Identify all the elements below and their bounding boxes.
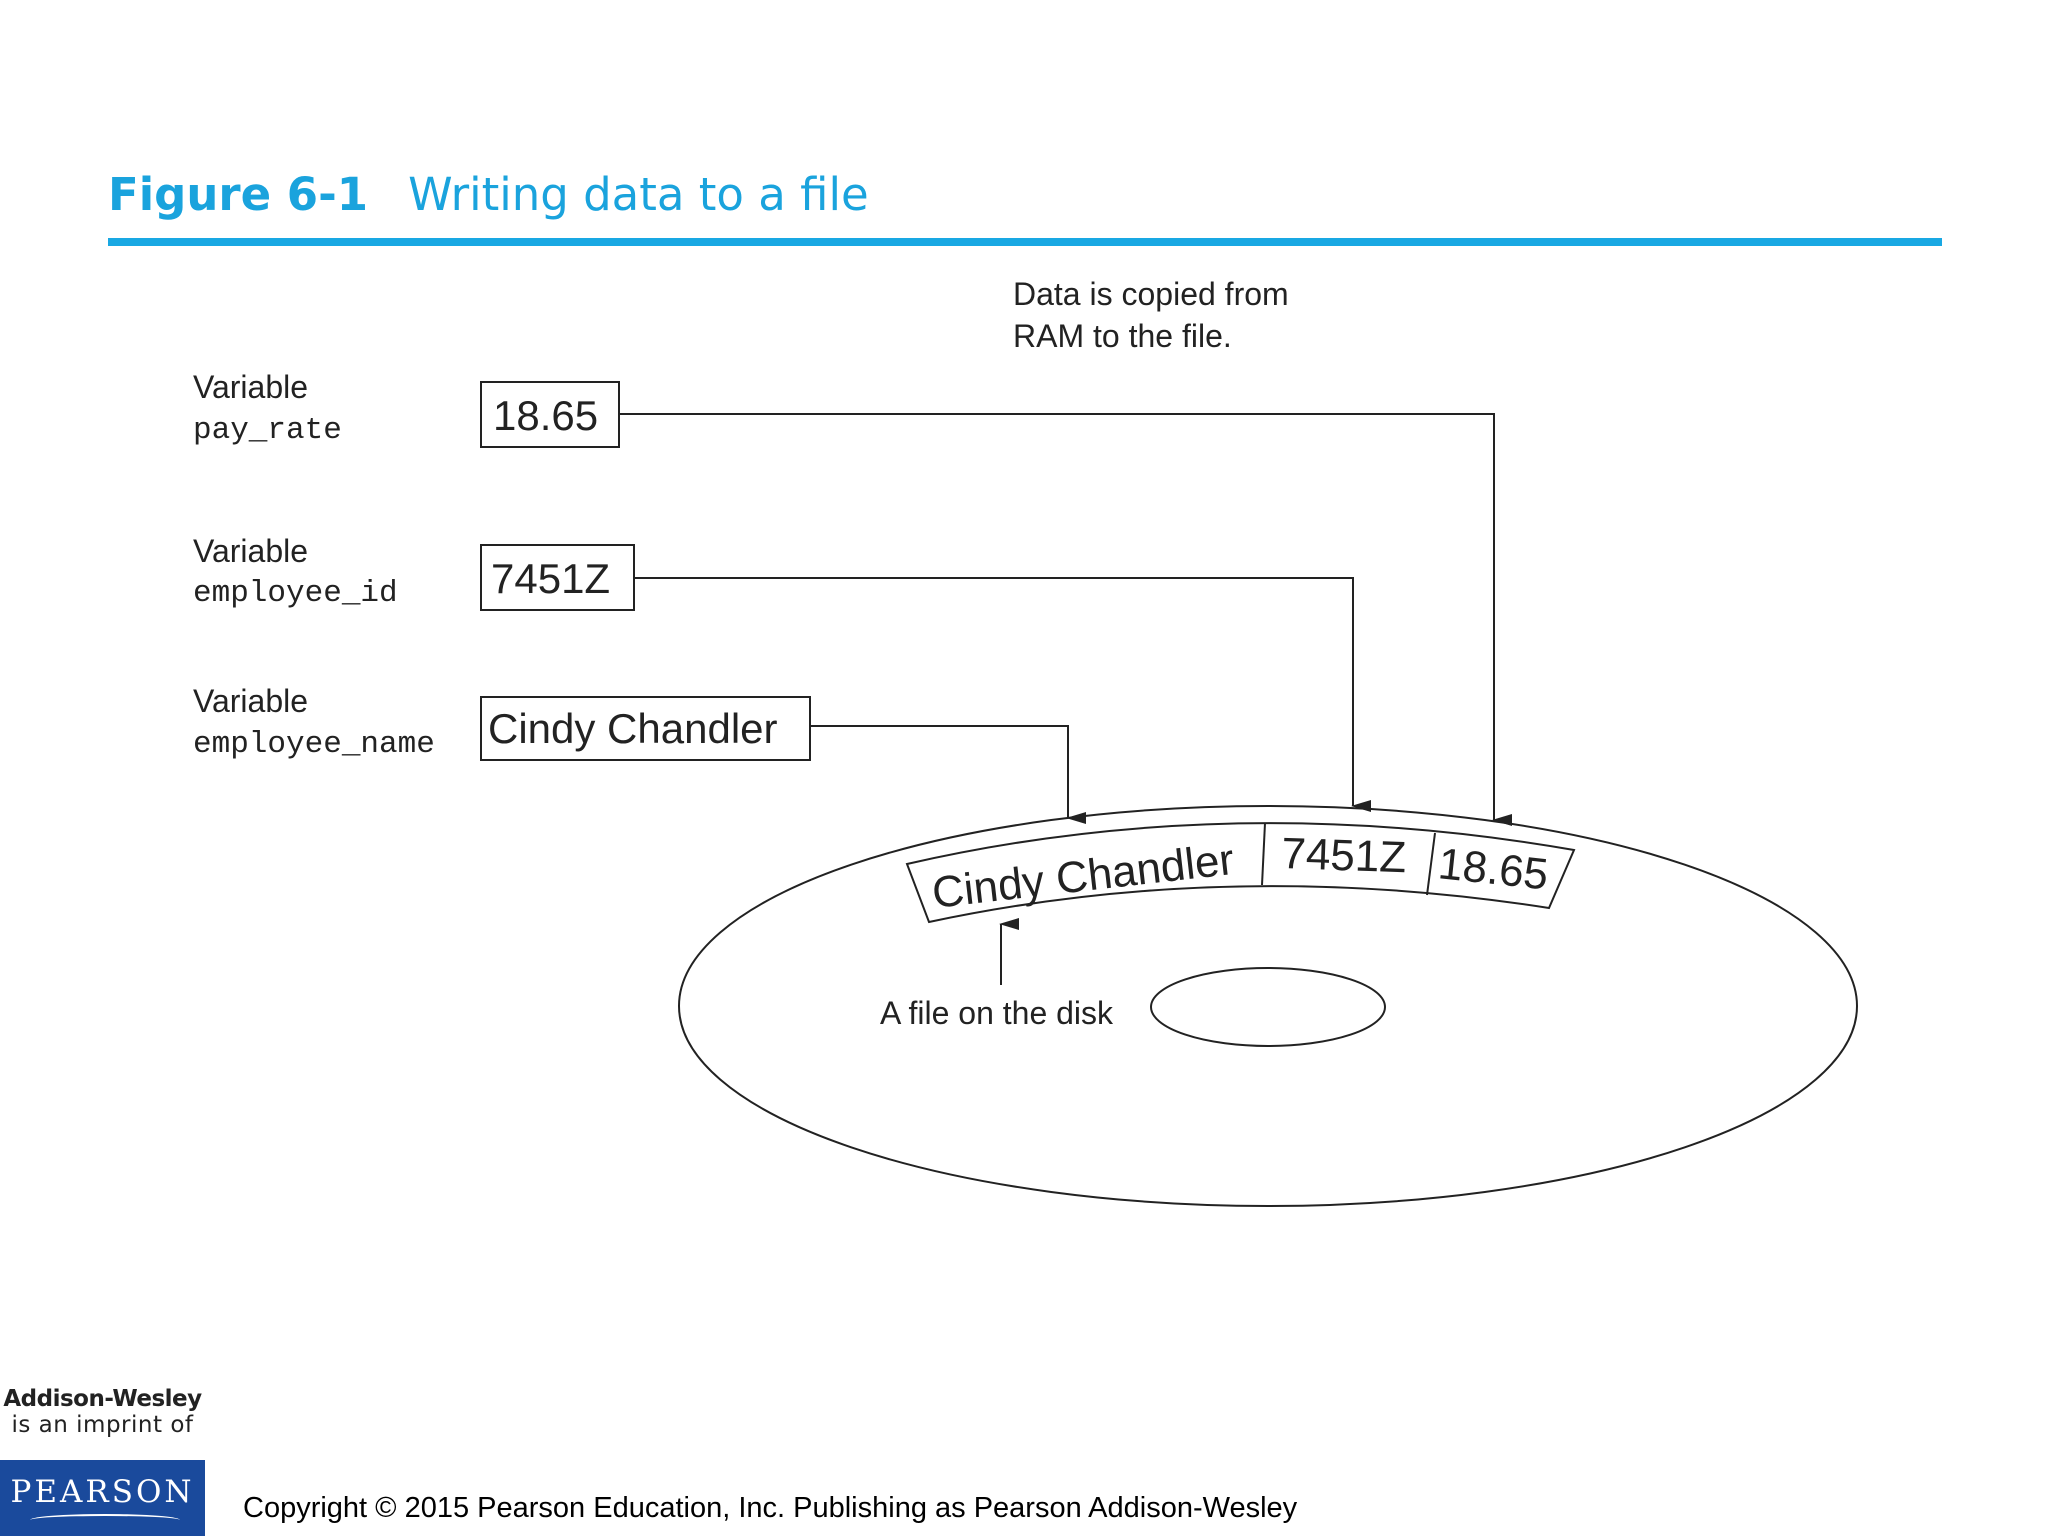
variable-label-pay-rate: Variable xyxy=(193,369,309,405)
variable-label-employee-name: Variable xyxy=(193,683,309,719)
pearson-wordmark: PEARSON xyxy=(10,1474,195,1510)
pearson-logo xyxy=(0,1460,205,1536)
imprint-name: Addison-Wesley xyxy=(3,1386,202,1412)
file-segment-pay-rate: 18.65 xyxy=(1435,839,1551,900)
disk-hole xyxy=(1151,968,1385,1046)
file-segment-employee-name: Cindy Chandler xyxy=(929,834,1237,918)
variable-name-employee-id: employee_id xyxy=(193,576,398,611)
copyright-notice: Copyright © 2015 Pearson Education, Inc. Publishing as Pearson Addison-Wesley xyxy=(243,1492,1298,1524)
variable-value-pay-rate: 18.65 xyxy=(493,392,599,439)
publisher-imprint xyxy=(0,1386,205,1438)
file-caption: A file on the disk xyxy=(880,995,1114,1031)
variable-name-employee-name: employee_name xyxy=(193,727,435,762)
file-segment-employee-id: 7451Z xyxy=(1280,829,1408,883)
variable-value-employee-id: 7451Z xyxy=(491,555,611,602)
arrow-employee-name-to-file xyxy=(810,726,1068,818)
variable-label-employee-id: Variable xyxy=(193,533,309,569)
variable-name-pay-rate: pay_rate xyxy=(193,413,342,448)
arrow-employee-id-to-file xyxy=(634,578,1353,806)
variable-value-employee-name: Cindy Chandler xyxy=(488,705,778,752)
copy-note-line-2: RAM to the file. xyxy=(1013,318,1232,354)
copy-note-line-1: Data is copied from xyxy=(1013,276,1289,312)
pearson-swoosh-icon xyxy=(30,1514,180,1526)
imprint-text: is an imprint of xyxy=(11,1412,194,1438)
figure-title: Writing data to a file xyxy=(408,168,869,221)
figure-number: Figure 6-1 xyxy=(108,168,369,221)
